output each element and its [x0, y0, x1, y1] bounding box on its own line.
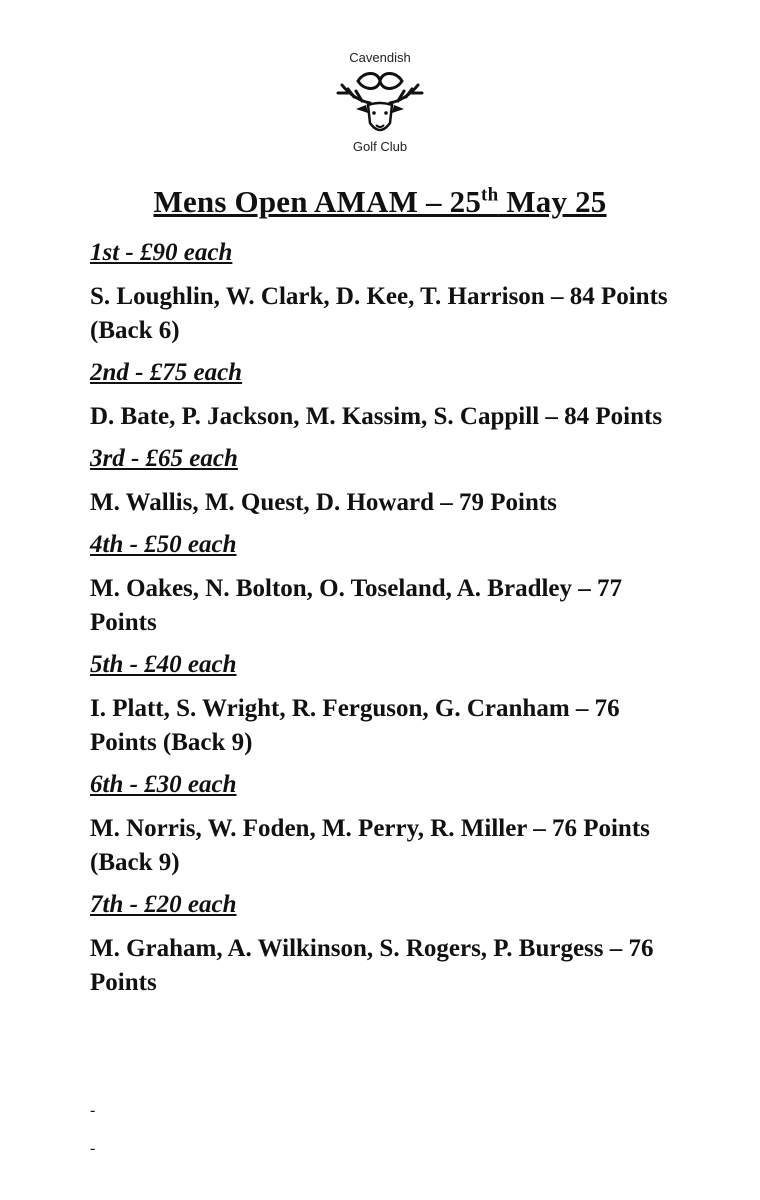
prize-heading: 2nd - £75 each: [90, 359, 243, 386]
winners-text: S. Loughlin, W. Clark, D. Kee, T. Harrison – 84 Points (Back 6): [90, 283, 668, 344]
stag-head-with-knot-icon: [334, 67, 426, 139]
winners-text: M. Oakes, N. Bolton, O. Toseland, A. Bradley – 77 Points: [90, 575, 623, 636]
title-main: Mens Open AMAM – 25: [153, 184, 482, 219]
logo-top-text: Cavendish: [349, 50, 411, 65]
page-title: [0, 184, 760, 220]
result-entry: [90, 768, 710, 880]
results-list: [90, 236, 710, 1008]
title-superscript: th: [481, 184, 499, 206]
club-logo: [330, 50, 430, 154]
prize-heading: 4th - £50 each: [90, 531, 237, 558]
prize-heading: 3rd - £65 each: [90, 445, 238, 472]
result-entry: [90, 442, 710, 520]
result-entry: [90, 236, 710, 348]
winners-text: M. Norris, W. Foden, M. Perry, R. Miller – 76 Points (Back 9): [90, 815, 650, 876]
winners-text: M. Graham, A. Wilkinson, S. Rogers, P. Burgess – 76 Points: [90, 935, 654, 996]
winners-text: M. Wallis, M. Quest, D. Howard – 79 Points: [90, 489, 557, 516]
winners-text: D. Bate, P. Jackson, M. Kassim, S. Cappill – 84 Points: [90, 403, 663, 430]
result-entry: [90, 888, 710, 1000]
result-entry: [90, 648, 710, 760]
result-entry: [90, 528, 710, 640]
prize-heading: 7th - £20 each: [90, 891, 237, 918]
prize-heading: 5th - £40 each: [90, 651, 237, 678]
logo-bottom-text: Golf Club: [352, 139, 408, 154]
winners-text: I. Platt, S. Wright, R. Ferguson, G. Cranham – 76 Points (Back 9): [90, 695, 620, 756]
title-end: May 25: [498, 184, 607, 219]
prize-heading: 6th - £30 each: [90, 771, 237, 798]
trailing-dash: -: [90, 1102, 96, 1119]
trailing-dash: -: [90, 1140, 96, 1157]
result-entry: [90, 356, 710, 434]
prize-heading: 1st - £90 each: [90, 239, 233, 266]
